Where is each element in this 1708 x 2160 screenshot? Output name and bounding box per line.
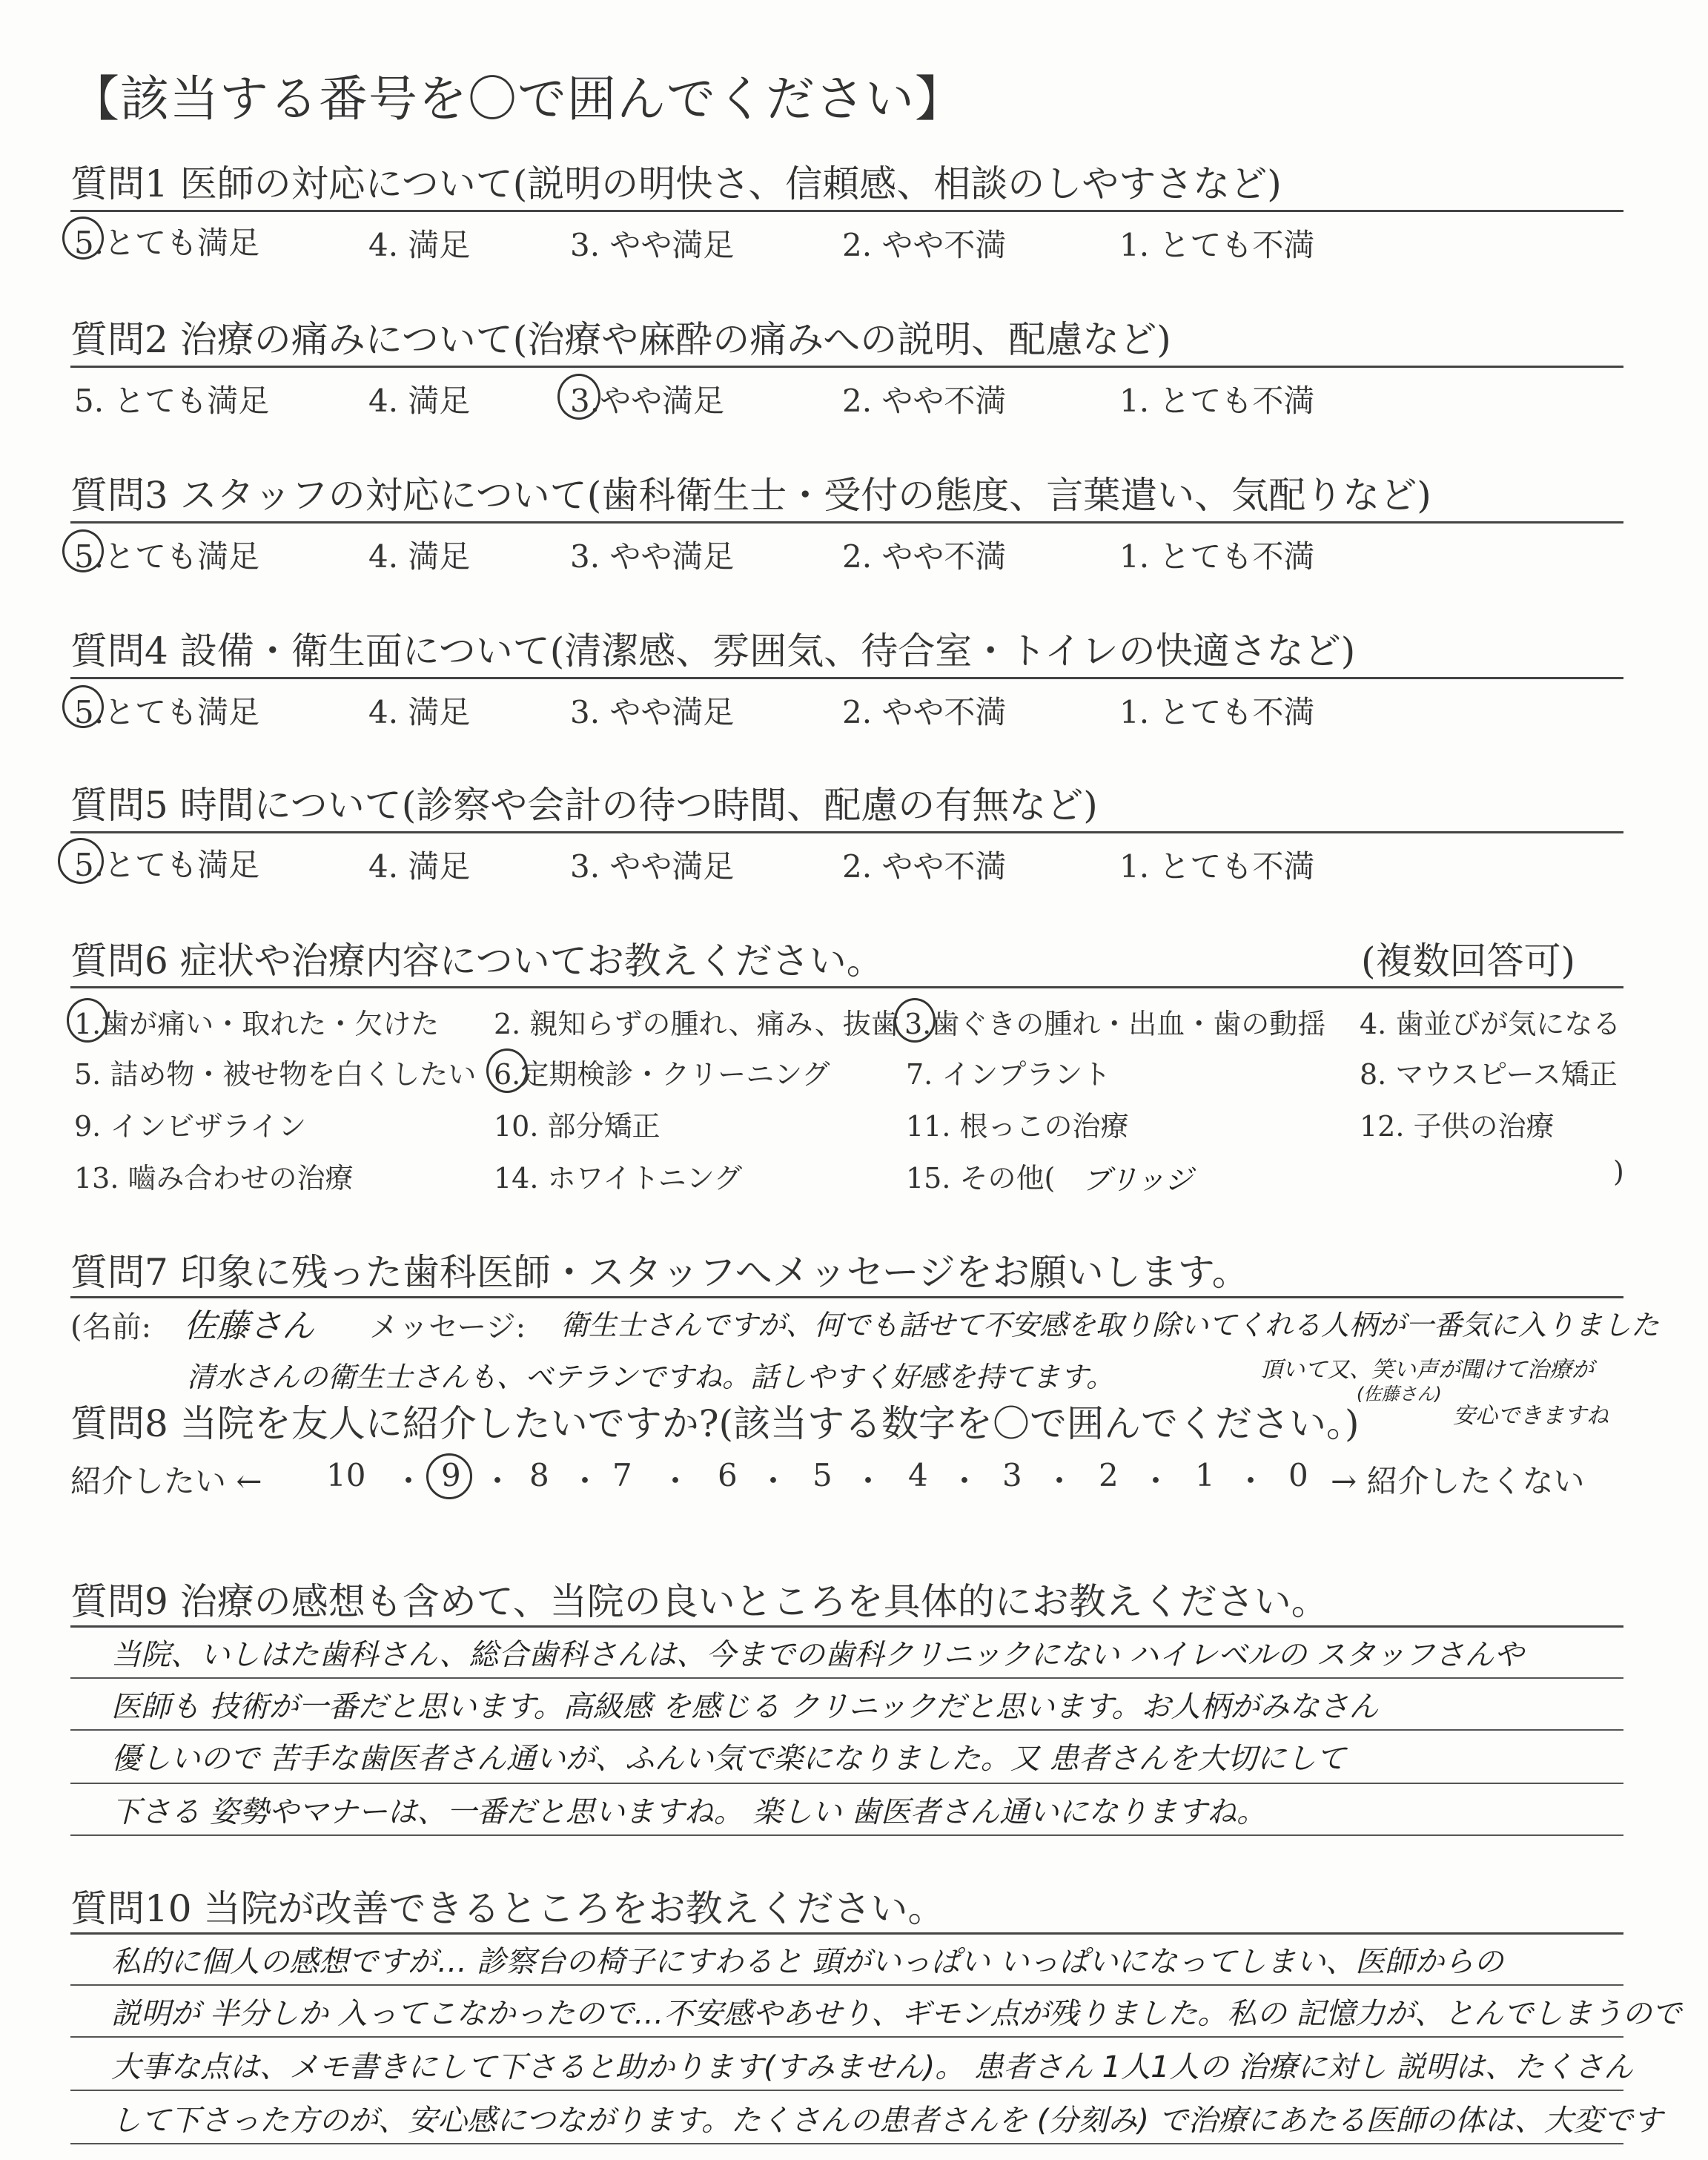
q1-option-2[interactable]: 2. やや不満 bbox=[842, 227, 1007, 263]
q10-divider bbox=[70, 1932, 1623, 1935]
q9-line-2: 医師も 技術が一番だと思います。高級感 を感じる クリニックだと思います。お人柄がみなさん bbox=[111, 1690, 1379, 1724]
q5-option-3[interactable]: 3. やや満足 bbox=[570, 848, 735, 885]
q10-line-3: 大事な点は、メモ書きにして下さると助かります(すみません)。 患者さん 1人1人の 治療に対し 説明は、たくさん bbox=[111, 2050, 1633, 2084]
q6-item-3[interactable]: 3.歯ぐきの腫れ・出血・歯の動揺 bbox=[904, 1008, 1326, 1040]
q1-option-4[interactable]: 4. 満足 bbox=[368, 227, 471, 263]
q2-option-3[interactable]: 3.やや満足 bbox=[570, 383, 725, 419]
q8-dot: ・ bbox=[758, 1463, 790, 1499]
q7-title: 質問7 印象に残った歯科医師・スタッフへメッセージをお願いします。 bbox=[70, 1251, 1249, 1294]
q1-option-5[interactable]: 5.とても満足 bbox=[74, 225, 260, 261]
q2-option-5[interactable]: 5. とても満足 bbox=[74, 383, 270, 419]
q6-item-1[interactable]: 1.歯が痛い・取れた・欠けた bbox=[74, 1008, 440, 1040]
q9-writing-line bbox=[70, 1783, 1623, 1784]
q10-line-4: して下さった方のが、安心感につながります。たくさんの患者さんを (分刻み) で治療にあたる医師の体は、大変です bbox=[111, 2104, 1663, 2138]
q4-option-3[interactable]: 3. やや満足 bbox=[570, 694, 735, 730]
page-title: 【該当する番号を〇で囲んでください】 bbox=[70, 70, 964, 128]
q6-divider bbox=[70, 986, 1623, 988]
q6-item-11[interactable]: 11. 根っこの治療 bbox=[906, 1110, 1129, 1143]
q3-option-1[interactable]: 1. とても不満 bbox=[1119, 538, 1315, 575]
q9-line-1: 当院、いしはた歯科さん、総合歯科さんは、今までの歯科クリニックにない ハイレベルの スタッフさんや bbox=[111, 1638, 1524, 1672]
q10-writing-line bbox=[70, 2143, 1623, 2144]
q2-option-1[interactable]: 1. とても不満 bbox=[1119, 383, 1315, 419]
q5-option-5[interactable]: 5.とても満足 bbox=[74, 847, 260, 883]
q8-scale-2[interactable]: 2 bbox=[1099, 1457, 1119, 1493]
q10-title: 質問10 当院が改善できるところをお教えください。 bbox=[70, 1887, 945, 1930]
q1-title: 質問1 医師の対応について(説明の明快さ、信頼感、相談のしやすさなど) bbox=[70, 162, 1282, 205]
q5-title: 質問5 時間について(診察や会計の待つ時間、配慮の有無など) bbox=[70, 784, 1098, 827]
q9-line-4: 下さる 姿勢やマナーは、一番だと思いますね。 楽しい 歯医者さん通いになりますね。 bbox=[111, 1795, 1267, 1829]
q3-option-4[interactable]: 4. 満足 bbox=[368, 538, 471, 575]
q6-item-13[interactable]: 13. 嚙み合わせの治療 bbox=[74, 1162, 354, 1195]
q8-scale-3[interactable]: 3 bbox=[1002, 1457, 1022, 1493]
q8-selection-circle bbox=[426, 1453, 472, 1499]
q7-message-extra2: (佐藤さん) bbox=[1357, 1384, 1442, 1404]
q6-other-handwritten: ブリッジ bbox=[1082, 1163, 1193, 1196]
q4-title: 質問4 設備・衛生面について(清潔感、雰囲気、待合室・トイレの快適さなど) bbox=[70, 630, 1356, 673]
q6-item-2[interactable]: 2. 親知らずの腫れ、痛み、抜歯 bbox=[494, 1008, 899, 1040]
q8-scale-9[interactable]: 9 bbox=[441, 1457, 461, 1493]
q10-writing-line bbox=[70, 1984, 1623, 1986]
q6-item-3-circle bbox=[894, 998, 936, 1043]
q4-divider bbox=[70, 677, 1623, 679]
q6-multiple-answer-note: (複数回答可) bbox=[1361, 939, 1576, 982]
q8-scale-8[interactable]: 8 bbox=[529, 1457, 549, 1493]
q8-dot: ・ bbox=[949, 1463, 981, 1499]
q8-dot: ・ bbox=[569, 1463, 601, 1499]
q3-selection-circle bbox=[62, 529, 104, 572]
q9-line-3: 優しいので 苦手な歯医者さん通いが、ふんい気で楽になりました。又 患者さんを大切にして bbox=[111, 1742, 1346, 1776]
q1-option-3[interactable]: 3. やや満足 bbox=[570, 227, 735, 263]
q4-option-4[interactable]: 4. 満足 bbox=[368, 694, 471, 730]
q9-writing-line bbox=[70, 1729, 1623, 1731]
q10-writing-line bbox=[70, 2036, 1623, 2038]
q3-divider bbox=[70, 521, 1623, 524]
q3-title: 質問3 スタッフの対応について(歯科衛生士・受付の態度、言葉遣い、気配りなど) bbox=[70, 474, 1431, 517]
q7-message-label: メッセージ: bbox=[369, 1310, 526, 1344]
q3-option-5[interactable]: 5.とても満足 bbox=[74, 538, 260, 575]
q9-divider bbox=[70, 1625, 1623, 1628]
q7-message-extra1: 頂いて又、笑い声が聞けて治療が bbox=[1260, 1357, 1594, 1383]
q2-option-4[interactable]: 4. 満足 bbox=[368, 383, 471, 419]
q2-divider bbox=[70, 366, 1623, 368]
q10-line-2: 説明が 半分しか 入ってこなかったので…不安感やあせり、ギモン点が残りました。私の 記憶力が、とんでしまうので bbox=[111, 1997, 1682, 2031]
q8-scale-1[interactable]: 1 bbox=[1195, 1457, 1215, 1493]
q1-selection-circle bbox=[62, 217, 104, 260]
q2-selection-circle bbox=[557, 374, 600, 420]
q1-option-1[interactable]: 1. とても不満 bbox=[1119, 227, 1315, 263]
q8-dot: ・ bbox=[482, 1463, 514, 1499]
q6-item-10[interactable]: 10. 部分矯正 bbox=[494, 1110, 661, 1143]
q6-item-9[interactable]: 9. インビザライン bbox=[74, 1110, 307, 1143]
q6-item-4[interactable]: 4. 歯並びが気になる bbox=[1360, 1008, 1621, 1040]
q5-divider bbox=[70, 831, 1623, 833]
q8-scale-5[interactable]: 5 bbox=[812, 1457, 833, 1493]
q5-option-1[interactable]: 1. とても不満 bbox=[1119, 848, 1315, 885]
q6-item-7[interactable]: 7. インプラント bbox=[906, 1058, 1111, 1091]
q7-name-value: 佐藤さん bbox=[184, 1307, 314, 1345]
q8-scale-7[interactable]: 7 bbox=[612, 1457, 632, 1493]
q10-writing-line bbox=[70, 2090, 1623, 2091]
q6-item-12[interactable]: 12. 子供の治療 bbox=[1360, 1110, 1555, 1143]
q8-dot: ・ bbox=[1140, 1463, 1172, 1499]
q4-option-1[interactable]: 1. とても不満 bbox=[1119, 694, 1315, 730]
q6-item-5[interactable]: 5. 詰め物・被せ物を白くしたい bbox=[74, 1058, 477, 1091]
q7-name-label: (名前: bbox=[70, 1310, 152, 1344]
q4-option-5[interactable]: 5.とても満足 bbox=[74, 694, 260, 730]
q6-other-close-paren: ) bbox=[1613, 1155, 1624, 1188]
q8-dot: ・ bbox=[853, 1463, 884, 1499]
q8-left-label: 紹介したい ← bbox=[70, 1463, 262, 1499]
q6-item-8[interactable]: 8. マウスピース矯正 bbox=[1360, 1058, 1618, 1091]
q2-title: 質問2 治療の痛みについて(治療や麻酔の痛みへの説明、配慮など) bbox=[70, 318, 1171, 361]
q5-option-4[interactable]: 4. 満足 bbox=[368, 848, 471, 885]
q5-selection-circle bbox=[58, 838, 104, 884]
q6-title: 質問6 症状や治療内容についてお教えください。 bbox=[70, 939, 884, 982]
q7-divider bbox=[70, 1296, 1623, 1298]
q4-option-2[interactable]: 2. やや不満 bbox=[842, 694, 1007, 730]
q9-writing-line bbox=[70, 1834, 1623, 1836]
q8-dot: ・ bbox=[660, 1463, 692, 1499]
q3-option-2[interactable]: 2. やや不満 bbox=[842, 538, 1007, 575]
q9-writing-line bbox=[70, 1677, 1623, 1679]
q1-divider bbox=[70, 210, 1623, 212]
q6-item-15[interactable]: 15. その他( bbox=[906, 1162, 1056, 1195]
q6-item-6-circle bbox=[486, 1048, 528, 1093]
q8-scale-4[interactable]: 4 bbox=[908, 1457, 928, 1493]
q4-selection-circle bbox=[62, 685, 104, 728]
q7-message-line1: 衛生士さんですが、何でも話せて不安感を取り除いてくれる人柄が一番気に入りました bbox=[560, 1309, 1660, 1341]
q8-scale-0[interactable]: 0 bbox=[1288, 1457, 1308, 1493]
q2-option-2[interactable]: 2. やや不満 bbox=[842, 383, 1007, 419]
q8-dot: ・ bbox=[393, 1463, 425, 1499]
q9-title: 質問9 治療の感想も含めて、当院の良いところを具体的にお教えください。 bbox=[70, 1580, 1328, 1623]
q10-line-1: 私的に個人の感想ですが… 診察台の椅子にすわると 頭がいっぱい いっぱいになってしまい、医師からの bbox=[111, 1945, 1504, 1979]
q8-dot: ・ bbox=[1235, 1463, 1267, 1499]
q8-right-label: → 紹介したくない bbox=[1331, 1463, 1585, 1499]
q8-title: 質問8 当院を友人に紹介したいですか?(該当する数字を〇で囲んでください。) bbox=[70, 1402, 1360, 1445]
q8-scale-6[interactable]: 6 bbox=[718, 1457, 738, 1493]
q3-option-3[interactable]: 3. やや満足 bbox=[570, 538, 735, 575]
q7-message-line2: 清水さんの衛生士さんも、ベテランですね。話しやすく好感を持てます。 bbox=[187, 1361, 1114, 1393]
q6-item-6[interactable]: 6.定期検診・クリーニング bbox=[494, 1058, 830, 1091]
q8-scale-10[interactable]: 10 bbox=[326, 1457, 366, 1493]
q7-message-extra3: 安心できますね bbox=[1453, 1403, 1609, 1429]
q6-item-14[interactable]: 14. ホワイトニング bbox=[494, 1162, 743, 1195]
q8-dot: ・ bbox=[1044, 1463, 1076, 1499]
q5-option-2[interactable]: 2. やや不満 bbox=[842, 848, 1007, 885]
q6-item-1-circle bbox=[67, 998, 108, 1043]
